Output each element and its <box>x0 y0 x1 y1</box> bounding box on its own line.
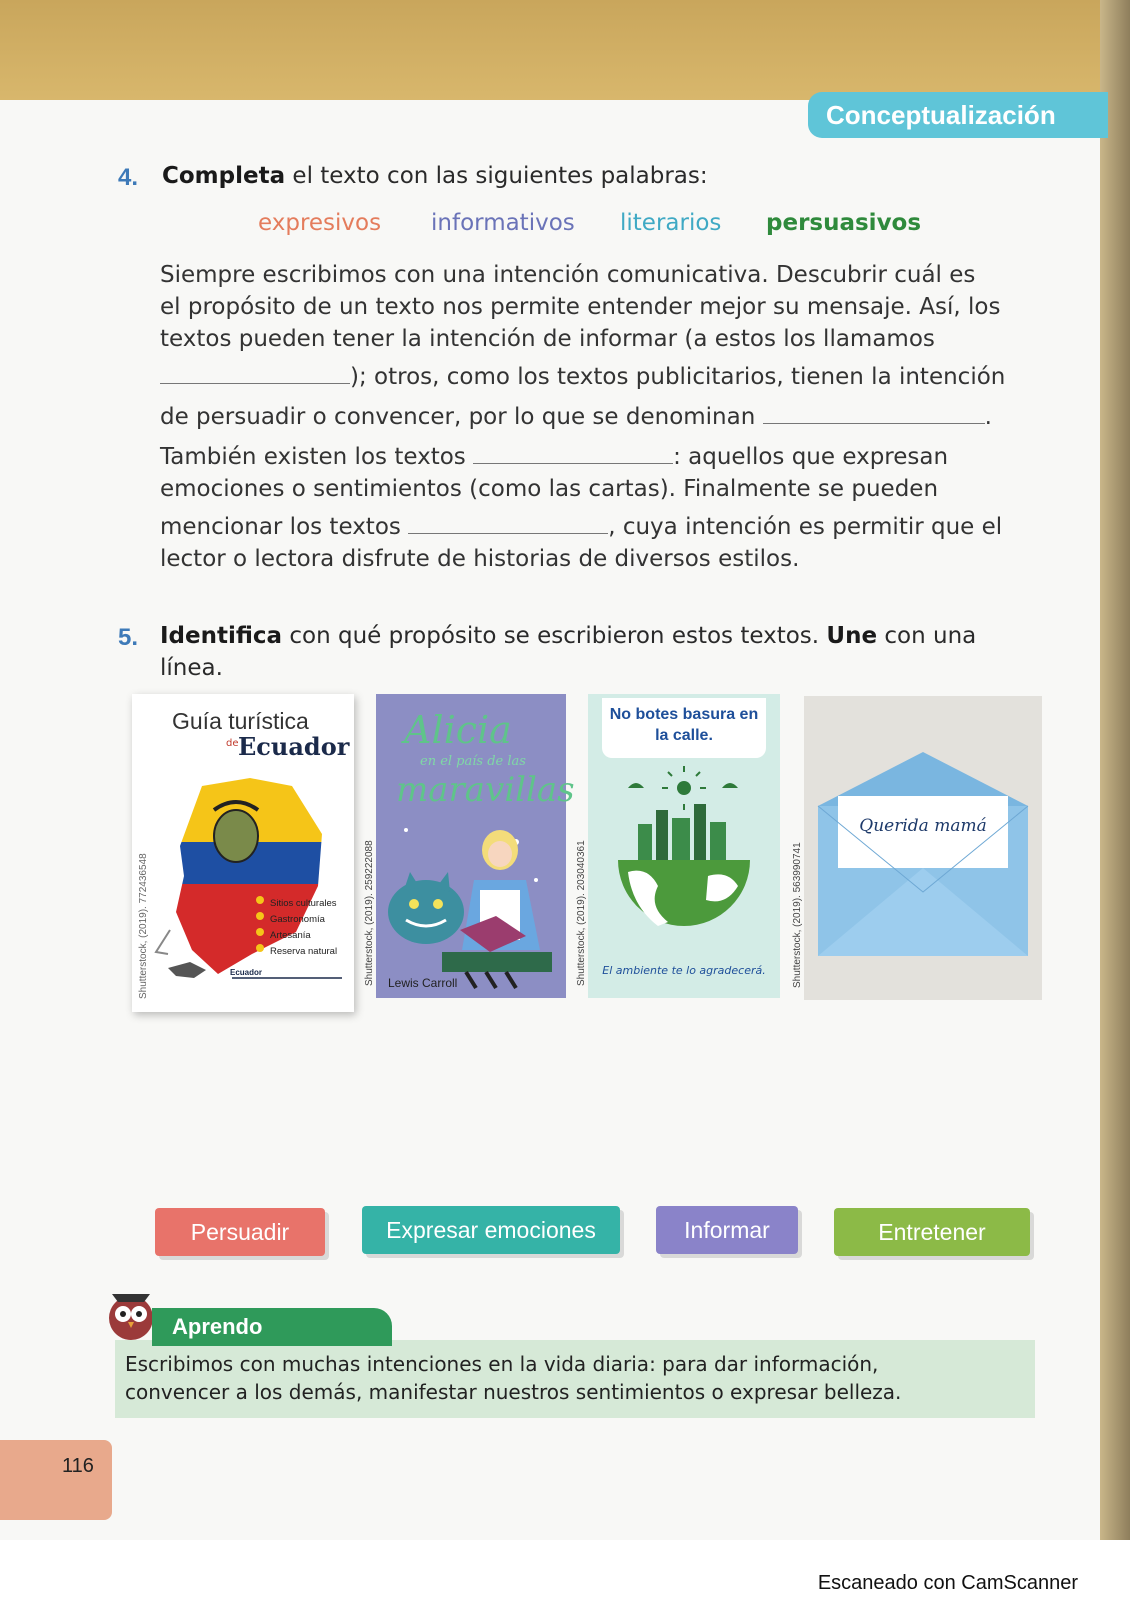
purpose-persuadir-button[interactable]: Persuadir <box>155 1208 325 1256</box>
earth-city-icon <box>588 766 780 962</box>
paragraph-line-1: Siempre escribimos con una intención comunicativa. Descubrir cuál es <box>160 262 976 288</box>
alicia-title-1: Alicia <box>404 708 512 752</box>
question-4-number: 4. <box>118 164 139 191</box>
paragraph-line-9: lector o lectora disfrute de historias de diversos estilos. <box>160 546 800 572</box>
paragraph-line-2: el propósito de un texto nos permite entender mejor su mensaje. Así, los <box>160 294 1001 320</box>
basura-title: No botes basura en la calle. <box>609 706 759 744</box>
card-carta[interactable] <box>792 696 1042 1000</box>
aprendo-line-1: Escribimos con muchas intenciones en la vida diaria: para dar información, <box>125 1352 879 1376</box>
aprendo-title: Aprendo <box>152 1308 392 1346</box>
word-expresivos: expresivos <box>258 210 382 236</box>
guide-map-label: Ecuador <box>230 968 263 977</box>
question-5-end: con una <box>884 623 977 649</box>
blank-expresivos[interactable] <box>473 463 673 464</box>
purpose-expresar-emociones-button[interactable]: Expresar emociones <box>362 1206 620 1254</box>
question-5-verb-2: Une <box>826 623 878 649</box>
alicia-illustration-icon <box>376 820 566 998</box>
envelope-icon <box>804 696 1042 1000</box>
paragraph-line-3: textos pueden tener la intención de informar (a estos los llamamos <box>160 326 935 352</box>
carta-text: Querida mamá <box>859 816 987 836</box>
guide-item: Artesanía <box>270 930 311 941</box>
question-4-prompt <box>162 160 708 192</box>
paragraph-line-6-end: : aquellos que expresan <box>673 444 949 470</box>
paragraph-line-8: mencionar los textos <box>160 514 401 540</box>
blank-persuasivos[interactable] <box>763 423 985 424</box>
guide-items <box>270 896 337 960</box>
purpose-informar-button[interactable]: Informar <box>656 1206 798 1254</box>
aprendo-line-2: convencer a los demás, manifestar nuestros sentimientos o expresar belleza. <box>125 1380 902 1404</box>
blank-literarios[interactable] <box>408 533 608 534</box>
word-informativos: informativos <box>431 210 575 236</box>
guide-title-line-1: Guía turística <box>172 708 309 734</box>
book-edge <box>1100 0 1130 1540</box>
basura-credit: Shutterstock, (2019). 203040361 <box>576 840 587 986</box>
paragraph-line-8-end: , cuya intención es permitir que el <box>608 514 1003 540</box>
word-persuasivos: persuasivos <box>766 210 922 236</box>
aprendo-text <box>125 1350 1025 1406</box>
guide-item: Reserva natural <box>270 946 338 957</box>
scan-watermark: Escaneado con CamScanner <box>817 1572 1078 1594</box>
question-5-line-2: línea. <box>160 655 223 681</box>
guide-title-line-2: Ecuador <box>238 732 350 761</box>
basura-footer: El ambiente te lo agradecerá. <box>602 964 766 977</box>
card-guia-turistica[interactable] <box>132 694 354 1012</box>
alicia-title-3: maravillas <box>396 770 575 810</box>
paragraph-line-6: También existen los textos <box>160 444 466 470</box>
word-literarios: literarios <box>620 210 722 236</box>
page-number-tab <box>0 1440 112 1520</box>
paragraph-line-5: de persuadir o convencer, por lo que se denominan <box>160 404 756 430</box>
guide-item: Gastronomía <box>270 914 325 925</box>
card-no-botes-basura[interactable] <box>576 694 780 998</box>
blank-informativos[interactable] <box>160 383 350 384</box>
question-5-mid: con qué propósito se escribieron estos textos. <box>289 623 820 649</box>
carta-credit: Shutterstock, (2019). 563990741 <box>792 842 803 988</box>
guide-de: de <box>226 738 239 749</box>
paragraph-line-7: emociones o sentimientos (como las cartas). Finalmente se pueden <box>160 476 939 502</box>
card-alicia[interactable] <box>364 694 575 998</box>
question-5-number: 5. <box>118 624 139 651</box>
page-number: 116 <box>62 1455 94 1477</box>
alicia-credit: Shutterstock, (2019). 259222088 <box>364 840 375 986</box>
alicia-author: Lewis Carroll <box>388 976 458 990</box>
section-tab: Conceptualización <box>808 92 1108 138</box>
question-4-rest: el texto con las siguientes palabras: <box>292 163 708 189</box>
paragraph-line-5-end: . <box>984 404 992 430</box>
question-5-verb-1: Identifica <box>160 623 283 649</box>
purpose-entretener-button[interactable]: Entretener <box>834 1208 1030 1256</box>
alicia-title-2: en el país de las <box>420 754 526 769</box>
owl-icon <box>104 1286 158 1342</box>
guide-credit: Shutterstock, (2019). 772436548 <box>138 853 149 999</box>
page-top-band <box>0 0 1130 100</box>
guide-item: Sitios culturales <box>270 898 337 909</box>
question-4-verb: Completa <box>162 163 286 189</box>
question-5-prompt <box>160 620 1020 684</box>
paragraph-line-4: ); otros, como los textos publicitarios, tienen la intención <box>350 364 1006 390</box>
